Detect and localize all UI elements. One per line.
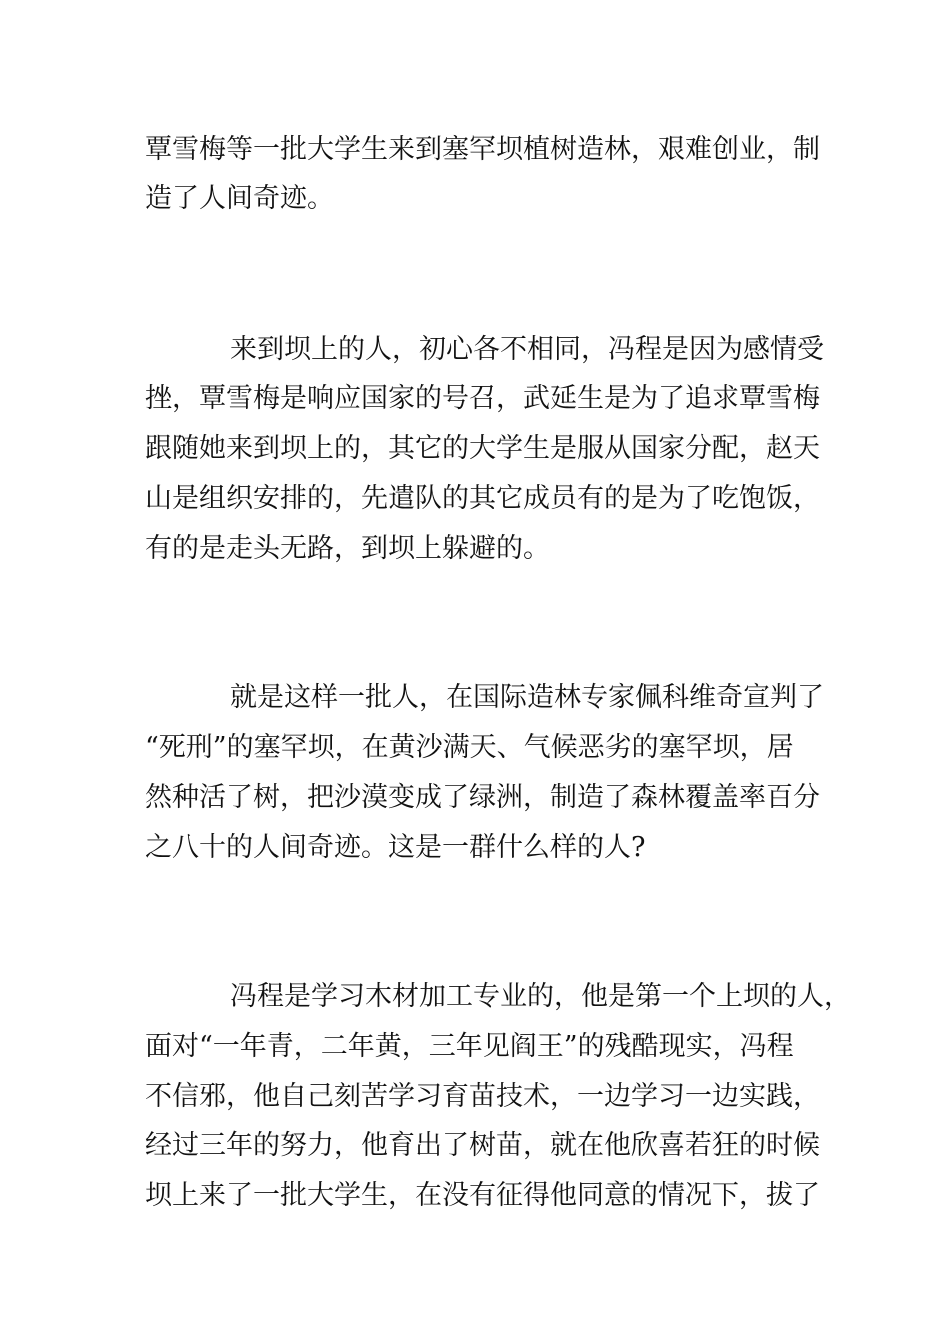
text-line: 然种活了树，把沙漠变成了绿洲，制造了森林覆盖率百分 <box>145 782 820 813</box>
text-line: 冯程是学习木材加工专业的，他是第一个上坝的人， <box>230 981 851 1012</box>
text-line: 经过三年的努力，他育出了树苗，就在他欣喜若狂的时候 <box>145 1130 820 1161</box>
text-line: 就是这样一批人，在国际造林专家佩科维奇宣判了 <box>230 682 824 713</box>
text-line: 有的是走头无路，到坝上躲避的。 <box>145 533 550 564</box>
text-line: 覃雪梅等一批大学生来到塞罕坝植树造林，艰难创业，制 <box>145 134 820 165</box>
text-line: 不信邪，他自己刻苦学习育苗技术，一边学习一边实践， <box>145 1081 820 1112</box>
text-line: 来到坝上的人，初心各不相同，冯程是因为感情受 <box>230 334 824 365</box>
text-line: 之八十的人间奇迹。这是一群什么样的人? <box>145 832 646 863</box>
text-line: 造了人间奇迹。 <box>145 183 334 214</box>
text-line: 跟随她来到坝上的，其它的大学生是服从国家分配，赵天 <box>145 433 820 464</box>
text-line: 坝上来了一批大学生，在没有征得他同意的情况下，拔了 <box>145 1180 820 1211</box>
text-line: 挫，覃雪梅是响应国家的号召，武延生是为了追求覃雪梅 <box>145 383 820 414</box>
text-line: “死刑”的塞罕坝，在黄沙满天、气候恶劣的塞罕坝，居 <box>145 732 794 763</box>
text-line: 面对“一年青，二年黄，三年见阎王”的残酷现实，冯程 <box>145 1031 794 1062</box>
text-line: 山是组织安排的，先遣队的其它成员有的是为了吃饱饭， <box>145 483 820 514</box>
